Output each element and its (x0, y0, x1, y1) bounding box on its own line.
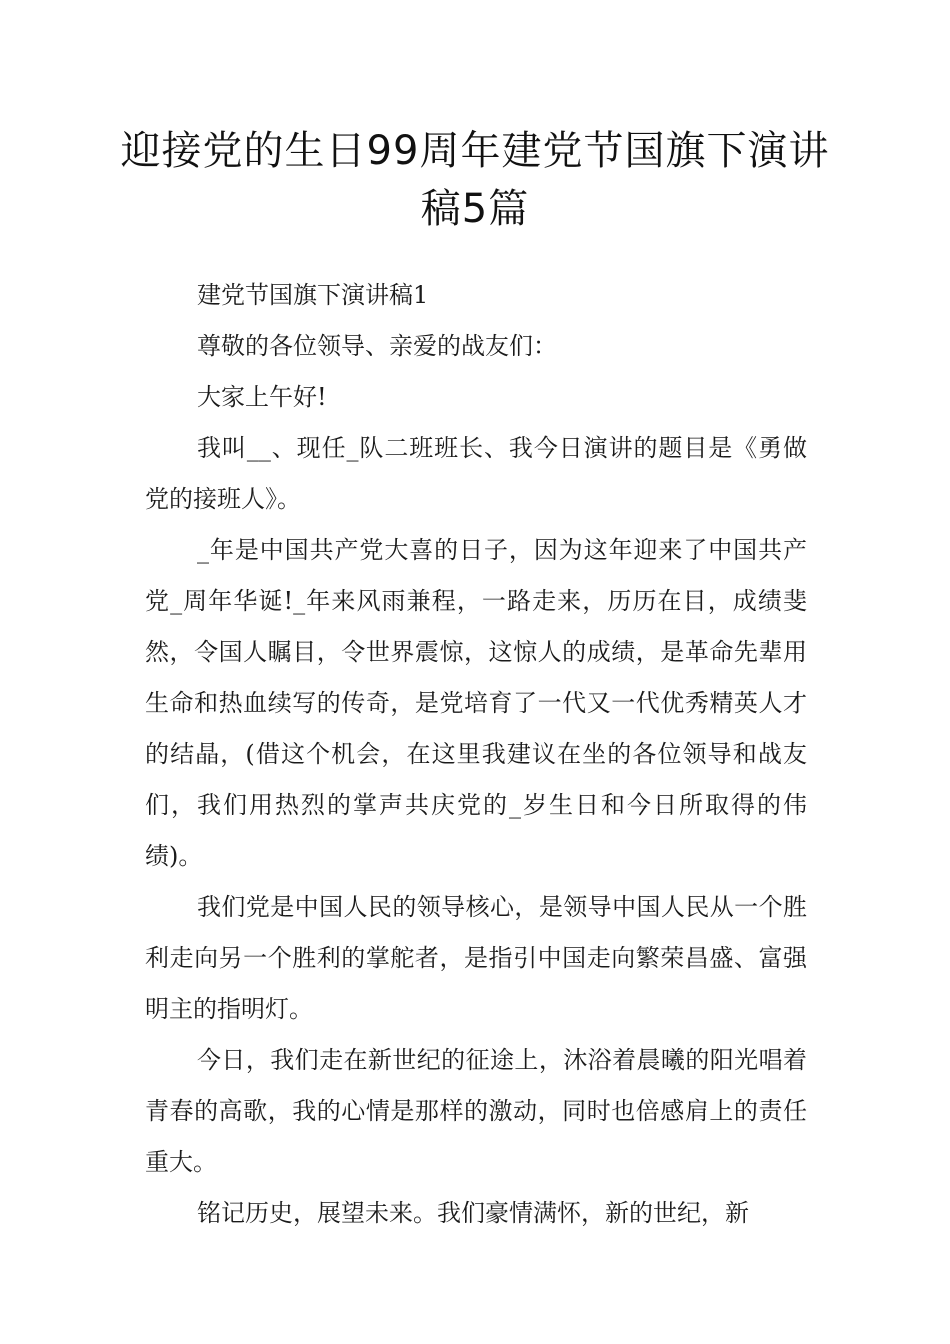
document-title: 迎接党的生日99周年建党节国旗下演讲稿5篇 (120, 128, 830, 232)
document-body (145, 270, 807, 1239)
speech-heading: 建党节国旗下演讲稿1 (197, 281, 429, 309)
paragraph: 今日，我们走在新世纪的征途上，沐浴着晨曦的阳光唱着青春的高歌，我的心情是那样的激动，同时也倍感肩上的责任重大。 (145, 1046, 807, 1176)
salutation: 尊敬的各位领导、亲爱的战友们： (197, 332, 557, 360)
paragraph: 铭记历史，展望未来。我们豪情满怀，新的世纪，新 (197, 1199, 749, 1227)
paragraph: 我叫__、现任_队二班班长、我今日演讲的题目是《勇做党的接班人》。 (145, 434, 807, 513)
paragraph: 我们党是中国人民的领导核心，是领导中国人民从一个胜利走向另一个胜利的掌舵者，是指引中国走向繁荣昌盛、富强明主的指明灯。 (145, 893, 807, 1023)
paragraph: _年是中国共产党大喜的日子，因为这年迎来了中国共产党_周年华诞!_年来风雨兼程，一路走来，历历在目，成绩斐然，令国人瞩目，令世界震惊，这惊人的成绩，是革命先辈用生命和热血续写的传奇，是党培育了一代又一代优秀精英人才的结晶，(借这个机会，在这里我建议在坐的各位领导和战友们，我们用热烈的掌声共庆党的_岁生日和今日所取得的伟绩)。 (145, 536, 807, 870)
greeting: 大家上午好! (197, 383, 327, 411)
